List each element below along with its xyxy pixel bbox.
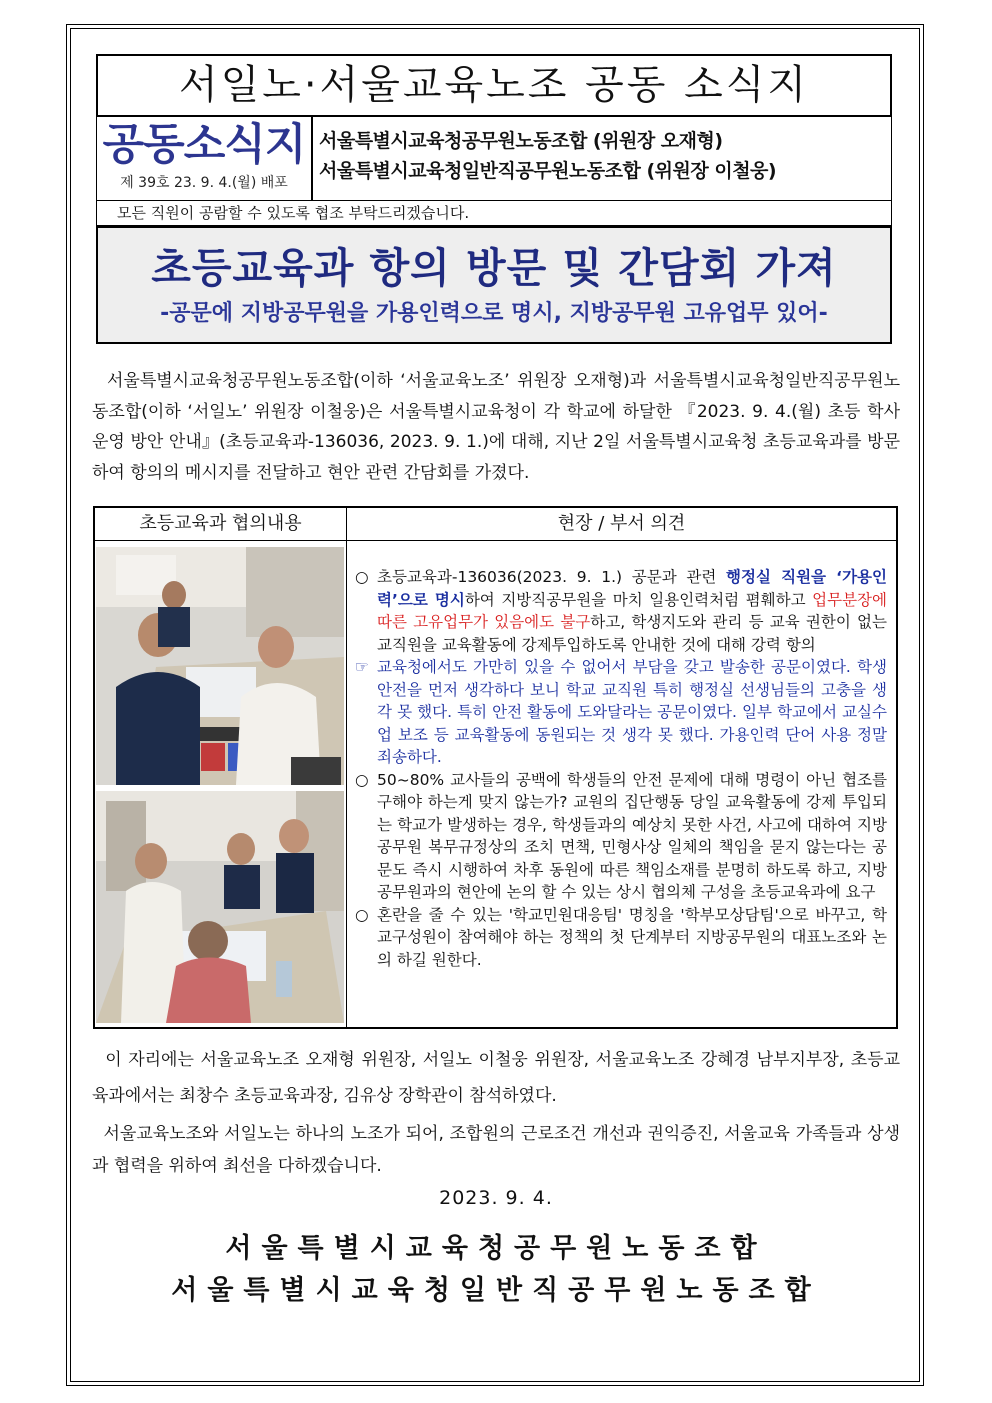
issue-date: 2023. 9. 4. xyxy=(439,1187,553,1209)
signatory-2: 서울특별시교육청일반직공무원노동조합 xyxy=(171,1275,821,1306)
publisher-union-2: 서울특별시교육청일반직공무원노동조합 (위원장 이철웅) xyxy=(319,160,777,182)
circle-bullet-icon: ○ xyxy=(355,770,369,789)
issue-info: 제 39호 23. 9. 4.(월) 배포 xyxy=(120,175,288,191)
consultation-table xyxy=(93,506,898,1029)
circle-bullet-icon: ○ xyxy=(355,568,369,586)
highlight-available-staff: 행정실 직원을 ‘가용인력’으로 명시 xyxy=(377,568,887,609)
newsletter-logo: 공동소식지 xyxy=(102,120,306,170)
publisher-union-1: 서울특별시교육청공무원노동조합 (위원장 오재형) xyxy=(319,130,723,152)
column-header-left: 초등교육과 협의내용 xyxy=(95,508,347,540)
meeting-photo-1 xyxy=(96,547,344,785)
photo-column xyxy=(95,541,347,1027)
closing-text: 서울교육노조와 서일노는 하나의 노조가 되어, 조합원의 근로조건 개선과 권익증진, 서울교육 가족들과 상생과 협력을 위하여 최선을 다하겠습니다. xyxy=(92,1124,900,1176)
intro-paragraph xyxy=(92,366,900,488)
headline-box xyxy=(96,226,892,344)
headline-title: 초등교육과 항의 방문 및 간담회 가져 xyxy=(151,244,837,292)
opinion-item-2: ○ 50~80% 교사들의 공백에 학생들의 안전 문제에 대해 명령이 아닌 협조를 구해야 하는게 맞지 않는가? 교원의 집단행동 당일 교육활동에 강제 투입되는 학교가 발생하는 경우, 학생들과의 예상치 못한 사건, 사고에 대하여 지방공무원 복무규정상의 조치 면책, 민형사상 일체의 책임을 묻지 않는다는 공문도 즉시 시행하여 차후 동원에 따른 책임소재를 분명히 하도록 하고, 지방공무원과의 현안에 논의 할 수 있는 상시 협의체 구성을 초등교육과에 요구 xyxy=(355,770,887,901)
opinion-item-response: ☞ 교육청에서도 가만히 있을 수 없어서 부담을 갖고 발송한 공문이였다. 학생 안전을 먼저 생각하다 보니 학교 교직원 특히 행정실 선생님들의 고충을 생각 못 했다. 특히 안전 활동에 도와달라는 공문이였다. 일부 학교에서 교실수업 보조 등 교육활동에 동원되는 것 생각 못 했다. 가용인력 단어 사용 정말 죄송하다. xyxy=(355,658,887,766)
publishers xyxy=(319,126,776,186)
brand-logo-block xyxy=(97,116,313,200)
opinion-item-3: ○ 혼란을 줄 수 있는 '학교민원대응팀' 명칭을 '학부모상담팀'으로 바꾸고, 학교구성원이 참여해야 하는 정책의 첫 단계부터 지방공무원의 대표노조와 논의 하길 원한다. xyxy=(355,905,887,969)
headline-subtitle: -공문에 지방공무원을 가용인력으로 명시, 지방공무원 고유업무 있어- xyxy=(160,301,828,326)
closing-paragraph xyxy=(92,1118,900,1182)
signatories xyxy=(0,1228,992,1312)
opinion-item-1: ○ 초등교육과-136036(2023. 9. 1.) 공문과 관련 행정실 직원을 ‘가용인력’으로 명시하여 지방직공무원을 마치 일용인력처럼 폄훼하고 업무분장에 따른 고유업무가 있음에도 불구하고, 학생지도와 관리 등 교육 권한이 없는 교직원을 교육활동에 강제투입하도록 안내한 것에 대해 강력 항의 xyxy=(355,568,887,654)
highlight-own-duties: 업무분장에 따른 고유업무가 있음에도 불구 xyxy=(377,590,887,631)
opinion-list xyxy=(353,566,887,971)
signatory-1: 서울특별시교육청공무원노동조합 xyxy=(225,1233,767,1264)
intro-text: 서울특별시교육청공무원노동조합(이하 ‘서울교육노조’ 위원장 오재형)과 서울특별시교육청일반직공무원노동조합(이하 ‘서일노’ 위원장 이철웅)은 서울특별시교육청이 각 학교에 하달한 『2023. 9. 4.(월) 초등 학사 운영 방안 안내』(초등교육과-136036, 2023. 9. 1.)에 대해, 지난 2일 서울특별시교육청 초등교육과를 방문하여 항의의 메시지를 전달하고 현안 관련 간담회를 가졌다. xyxy=(92,371,900,483)
brand-row xyxy=(96,115,892,201)
attendance-paragraph xyxy=(92,1042,900,1114)
masthead-title: 서일노·서울교육노조 공동 소식지 xyxy=(96,54,892,117)
circle-bullet-icon: ○ xyxy=(355,905,369,924)
pointing-hand-icon: ☞ xyxy=(355,658,369,676)
table-header xyxy=(95,508,896,541)
column-header-right: 현장 / 부서 의견 xyxy=(557,513,686,534)
circulation-notice: 모든 직원이 공람할 수 있도록 협조 부탁드리겠습니다. xyxy=(96,201,892,226)
attendance-text: 이 자리에는 서울교육노조 오재형 위원장, 서일노 이철웅 위원장, 서울교육노조 강혜경 남부지부장, 초등교육과에서는 최창수 초등교육과장, 김유상 장학관이 참석하였다. xyxy=(92,1050,900,1106)
meeting-photo-2 xyxy=(96,791,344,1023)
